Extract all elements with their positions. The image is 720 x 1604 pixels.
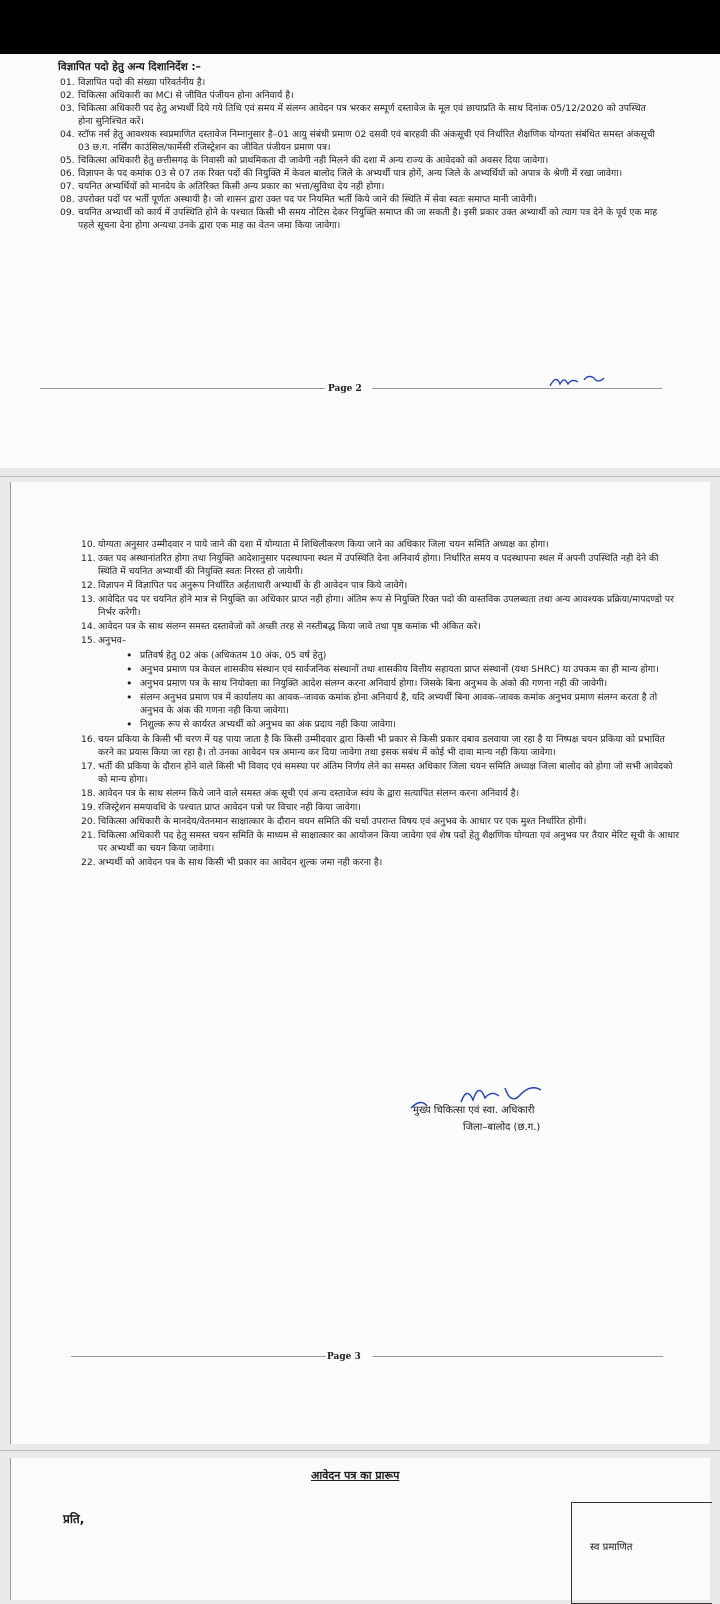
item-number: 14.	[81, 621, 96, 632]
guideline-item	[60, 76, 660, 89]
item-text: विज्ञापित पदो की संख्या परिवर्तनीय है।	[78, 77, 206, 88]
guideline-item	[81, 552, 679, 578]
guideline-item	[81, 620, 679, 633]
document-page-2	[0, 54, 720, 468]
experience-point	[126, 649, 679, 662]
item-number: 02.	[60, 90, 75, 101]
guideline-item	[60, 102, 660, 128]
page-number: Page 3	[327, 1352, 361, 1362]
bullet-icon: •	[126, 663, 133, 676]
top-black-bar	[0, 0, 720, 54]
item-number: 13.	[81, 594, 96, 605]
experience-point-text: प्रतिवर्ष हेतु 02 अंक (अधिकतम 10 अंक, 05 वर्ष हेतु)	[140, 650, 327, 661]
guideline-item	[81, 593, 679, 619]
initials-signature	[548, 372, 608, 392]
item-text: रजिस्ट्रेशन समयावधि के पश्चात प्राप्त आवेदन पत्रो पर विचार नही किया जावेगा।	[98, 802, 361, 813]
guideline-item	[81, 801, 679, 814]
item-text: आवेदन पत्र के साथ संलग्न किये जाने वाले समस्त अंक सूची एवं अन्य दस्तावेज स्वंय के द्वारा सत्यापित संलग्न करना अनिवार्य है।	[98, 788, 520, 799]
guideline-item	[81, 579, 679, 592]
photo-box	[571, 1502, 712, 1604]
guidelines-list	[60, 76, 660, 232]
item-text: उपरोक्त पदों पर भर्ती पूर्णतः अस्थायी है। जो शासन द्वारा उक्त पद पर नियमित भर्ती किये जाने की स्थिति में सेवा स्वतः समाप्त मानी जावेगी।	[78, 194, 537, 205]
signatory-district: जिला–बालोद (छ.ग.)	[463, 1122, 541, 1133]
guideline-item	[81, 829, 679, 855]
item-text: योग्यता अनुसार उम्मीदवार न पाये जाने की दशा में योग्याता में शिथिलीकरण किया जाने का अधिकार जिला चयन समिति अध्यक्ष का होगा।	[98, 539, 549, 550]
item-text: चयनित अभ्यार्थी को कार्य में उपस्थिति होने के पश्चात किसी भी समय नोटिस देकर नियुक्ति समाप्त की जा सकती है। इसी प्रकार उक्त अभ्यार्थी को त्याग पत्र देने के पूर्व एक माह पहले सूचना देना होगा अन्यथा उनके द्वारा एक माह का वेतन जमा किया जावेगा।	[78, 207, 658, 231]
item-text: आवेदन पत्र के साथ संलग्न समस्त दस्तावेजो को अच्छी तरह से नस्तीबद्ध किया जावे तथा पृष्ठ कमांक भी अंकित करे।	[98, 621, 481, 632]
experience-point	[126, 663, 679, 676]
guideline-item	[60, 180, 660, 193]
item-text: चयनित अभ्यर्थियों को मानदेय के अतिरिक्त किसी अन्य प्रकार का भत्ता/सुविधा देय नही होगा।	[78, 181, 385, 192]
guidelines-list-continued	[81, 538, 679, 870]
item-number: 15.	[81, 635, 96, 646]
bullet-icon: •	[126, 718, 133, 731]
guideline-item	[60, 193, 660, 206]
document-page-3	[10, 482, 710, 1444]
item-number: 04.	[60, 129, 75, 140]
item-number: 17.	[81, 761, 96, 772]
item-number: 20.	[81, 816, 96, 827]
item-text: उक्त पद अस्थानांतरित होगा तथा नियुक्ति आदेशानुसार पदस्थापना स्थल में उपस्थिति देना अनिवार्य होगा। निर्धारित समय व पदस्थापना स्थल में अपनी उपस्थिति नही देने की स्थिति में चयनित अभ्यार्थी की नियुक्ति स्वतः निरस्त हो जायेगी।	[98, 553, 659, 577]
item-number: 12.	[81, 580, 96, 591]
guideline-item	[81, 815, 679, 828]
footer-rule-right	[373, 1356, 663, 1357]
item-text: चिकित्सा अधिकारी हेतु छत्तीसगढ़ के निवासी को प्राथमिकता दी जावेगी नही मिलने की दशा में अन्य राज्य के आवेदको को अवसर दिया जावेगा।	[78, 155, 549, 166]
item-number: 16.	[81, 734, 96, 745]
item-text: चिकित्सा अधिकारी के मानदेय/वेतनमान साक्षात्कार के दौरान चयन समिति की चर्चा उपरान्त विषय एवं अनुभव के आधार पर एक मुश्त निर्धारित होगी।	[98, 816, 587, 827]
page-separator	[0, 1450, 720, 1451]
item-number: 18.	[81, 788, 96, 799]
bullet-icon: •	[126, 691, 133, 704]
experience-point-text: अनुभव प्रमाण पत्र के साथ नियोक्ता का नियुक्ति आदेश संलग्न करना अनिवार्य होगा। जिसके बिना अनुभव के अंको की गणना नही की जावेगी।	[140, 678, 608, 689]
experience-point	[126, 691, 679, 717]
item-number: 22.	[81, 857, 96, 868]
guideline-item	[81, 733, 679, 759]
item-text: चिकित्सा अधिकारी पद हेतु अभ्यर्थी दिये गये तिथि एवं समय में संलग्न आवेदन पत्र भरकर सम्पूर्ण दस्तावेज के मूल एवं छायाप्रति के साथ दिनांक 05/12/2020 को उपस्थित होना सुनिश्चित करें।	[78, 103, 646, 127]
item-number: 03.	[60, 103, 75, 114]
experience-point-text: अनुभव प्रमाण पत्र केवल शासकीय संस्थान एवं सार्वजनिक संस्थानों तथा शासकीय वित्तीय सहायता प्राप्त संस्थानों (यथा SHRC) या उपकम का ही मान्य होगा।	[140, 664, 659, 675]
footer-rule-left	[71, 1356, 326, 1357]
item-number: 01.	[60, 77, 75, 88]
item-number: 07.	[60, 181, 75, 192]
document-page-4	[10, 1458, 710, 1600]
footer-rule-right	[372, 388, 662, 389]
item-text: चिकित्सा अधिकारी का MCI से जीवित पंजीयन होना अनिवार्य है।	[78, 90, 294, 101]
item-text: चयन प्रकिया के किसी भी चरण में यह पाया जाता है कि किसी उम्मीदवार द्वारा किसी भी प्रकार से किसी प्रकार दबाव डलवाया जा रहा है या निष्पक्ष चयन प्रकिया को प्रभावित करने का प्रयास किया जा रहा है। तो उनका आवेदन पत्र अमान्य कर दिया जावेगा तथा इसक सबंध में कोई भी दावा मान्य नही किया जावेगा।	[98, 734, 665, 758]
page-number: Page 2	[328, 384, 362, 394]
item-text: विज्ञापन के पद कमांक 03 से 07 तक रिक्त पदों की नियुक्ति में केवल बालोद जिले के अभ्यर्थी पात्र होगें, अन्य जिले के अभ्यर्थियों को अपात्र के श्रेणी में रखा जावेगा।	[78, 168, 623, 179]
photo-box-label: स्व प्रमाणित	[590, 1542, 633, 1553]
guideline-item	[81, 787, 679, 800]
item-number: 19.	[81, 802, 96, 813]
item-number: 10.	[81, 539, 96, 550]
experience-point	[126, 677, 679, 690]
item-text: अभ्यर्थी को आवेदन पत्र के साथ किसी भी प्रकार का आवेदन शुल्क जमा नही करना है।	[98, 857, 383, 868]
signatory-title: मुख्य चिकित्सा एवं स्वा. अधिकारी	[413, 1105, 535, 1116]
item-text: विज्ञापन में विज्ञापित पद अनुरूप निर्धारित अर्हताधारी अभ्यार्थी के ही आवेदन पात्र किये जावेगे।	[98, 580, 408, 591]
item-number: 06.	[60, 168, 75, 179]
item-number: 11.	[81, 553, 96, 564]
item-number: 09.	[60, 207, 75, 218]
guideline-item	[60, 154, 660, 167]
item-text: आवेदित पद पर चयनित होने मात्र से नियुक्ति का अधिकार प्राप्त नही होगा। अंतिम रूप से नियुक्ति रिक्त पदो की वास्तविक उपलब्धता तथा अन्य आवश्यक प्रक्रिया/मापदण्डो पर निर्भर करेगी।	[98, 594, 674, 618]
item-number: 05.	[60, 155, 75, 166]
guideline-item	[60, 128, 660, 154]
item-text: स्टॉफ नर्स हेतु आवश्यक स्वप्रमाणित दस्तावेज निम्नानुसार है–01 आयु संबंधी प्रमाण 02 दसवी एवं बारहवी की अंकसूची एवं निर्धारित शैक्षणिक योग्यता संबंधित समस्त अंकसूची 03 छ.ग. नर्सिंग काउंसिल/फार्मेसी रजिस्ट्रेशन का जीवित पंजीयन प्रमाण पत्र।	[78, 129, 655, 153]
item-number: 08.	[60, 194, 75, 205]
experience-point	[126, 718, 679, 731]
item-text: भर्ती की प्रकिया के दौरान होने वाले किसी भी विवाद एवं समस्या पर अंतिम निर्णय लेने का समस्त अधिकार जिला चयन समिति अध्यक्ष जिला बालोद को होगा जो सभी आवेदको को मान्य होगा।	[98, 761, 673, 785]
experience-points	[126, 649, 679, 731]
addressee-label: प्रति,	[63, 1512, 85, 1526]
guideline-item	[60, 167, 660, 180]
guideline-item	[81, 538, 679, 551]
item-number: 21.	[81, 830, 96, 841]
experience-point-text: निशुल्क रूप से कार्यरत अभ्यर्थी को अनुभव का अंक प्रदाय नही किया जावेगा।	[140, 719, 397, 730]
item-text: चिकित्सा अधिकारी पद हेतु समस्त चयन समिति के माध्यम से साक्षात्कार का आयोजन किया जावेगा एवं शेष पदों हेतु शैक्षणिक योग्यता एवं अनुभव पर तैयार मेरिट सूची के आधार पर अभ्यर्थी का चयन किया जावेगा।	[98, 830, 680, 854]
item-text: अनुभव–	[98, 635, 127, 646]
application-form-title: आवेदन पत्र का प्रारूप	[311, 1469, 400, 1482]
guideline-item	[60, 89, 660, 102]
guideline-item	[60, 206, 660, 232]
guideline-item	[81, 856, 679, 869]
guideline-item	[81, 760, 679, 786]
bullet-icon: •	[126, 649, 133, 662]
footer-rule-left	[40, 388, 325, 389]
signature-block	[413, 1102, 540, 1136]
guidelines-heading: विज्ञापित पदो हेतु अन्य दिशानिर्देश :–	[58, 61, 201, 73]
guideline-item	[81, 634, 679, 731]
bullet-icon: •	[126, 677, 133, 690]
page-separator	[0, 476, 720, 477]
experience-point-text: संलग्न अनुभव प्रमाण पत्र में कार्यालय का आवक–जावक कमांक होना अनिवार्य है, यदि अभ्यर्थी बिना आवक–जावक कमांक अनुभव प्रमाण संलग्न करता है तो अनुभव के अंक की गणना नही किया जावेगा।	[140, 692, 658, 716]
